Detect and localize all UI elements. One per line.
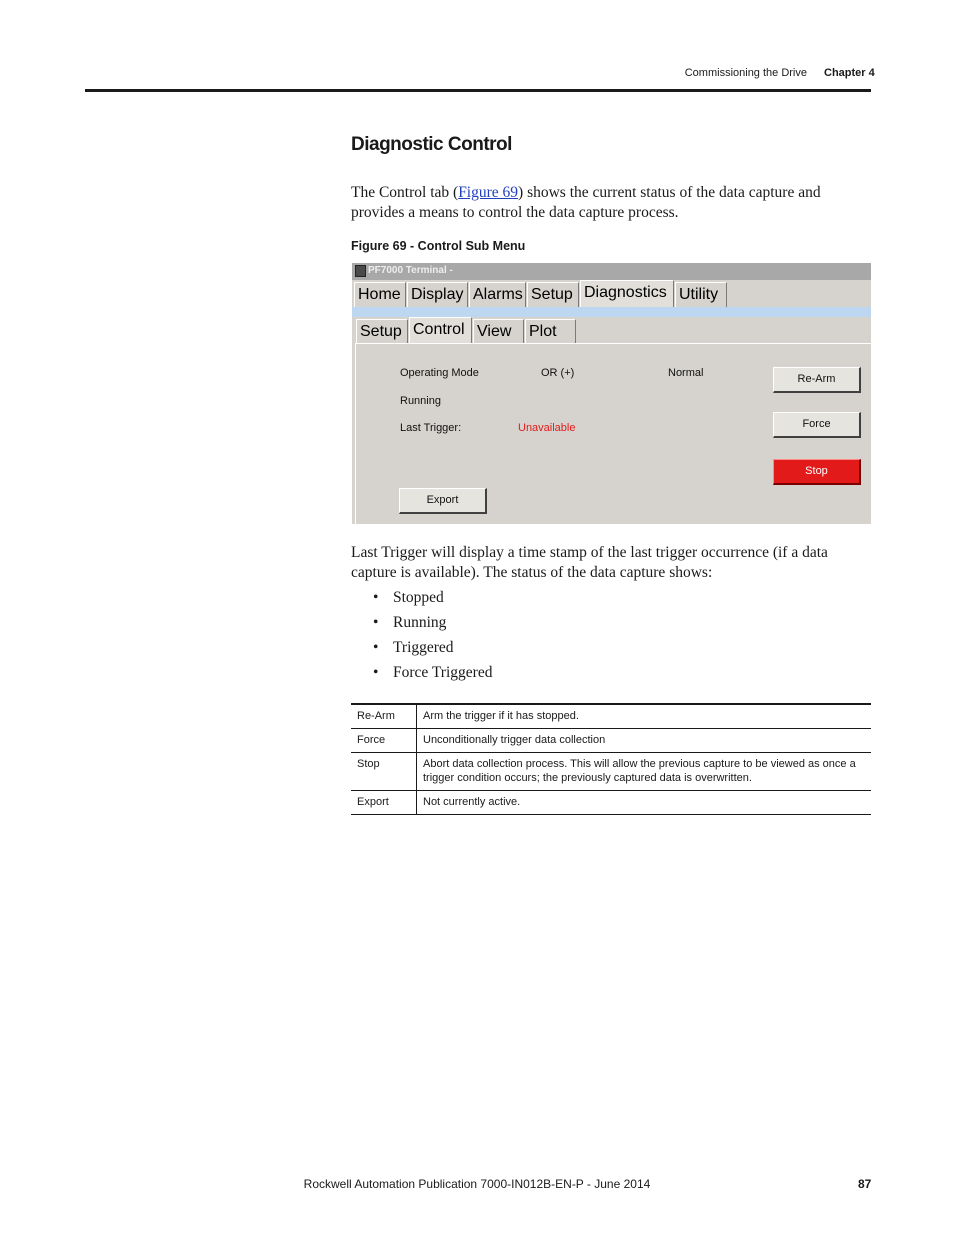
tab-home[interactable]: Home <box>354 282 406 307</box>
subtab-view[interactable]: View <box>473 319 524 344</box>
capture-status: Running <box>400 395 441 407</box>
running-header-chapter: Chapter 4 <box>824 67 875 79</box>
force-button[interactable]: Force <box>773 412 861 438</box>
status-item: Running <box>393 614 447 631</box>
main-tab-bar <box>352 280 871 307</box>
control-sub-menu-screenshot <box>352 263 871 524</box>
table-row <box>351 704 871 729</box>
tab-utility[interactable]: Utility <box>675 282 727 307</box>
header-rule <box>85 89 871 92</box>
operating-mode-value: OR (+) <box>541 367 575 379</box>
figure-69-link[interactable]: Figure 69 <box>458 184 519 201</box>
status-item: Force Triggered <box>393 664 493 681</box>
operating-mode-label: Operating Mode <box>400 367 479 379</box>
figure-caption: Figure 69 - Control Sub Menu <box>351 239 526 253</box>
bullet-glyph: • <box>373 614 379 631</box>
list-item <box>373 588 444 608</box>
footer-publication: Rockwell Automation Publication 7000-IN012B-EN-P - June 2014 <box>303 1177 651 1191</box>
button-description-table <box>351 703 871 815</box>
last-trigger-paragraph: Last Trigger will display a time stamp of the last trigger occurrence (if a data capture is available). The status of the data capture shows: <box>351 544 828 581</box>
tab-alarms[interactable]: Alarms <box>469 282 526 307</box>
list-item <box>373 663 492 683</box>
window-title: PF7000 Terminal - <box>368 265 453 276</box>
rearm-button[interactable]: Re-Arm <box>773 367 861 393</box>
tab-diagnostics[interactable]: Diagnostics <box>580 280 674 307</box>
list-item <box>373 613 446 633</box>
table-desc: Unconditionally trigger data collection <box>417 729 872 753</box>
table-row <box>351 791 871 815</box>
list-item <box>373 638 454 658</box>
last-trigger-value: Unavailable <box>518 422 576 434</box>
intro-paragraph <box>351 183 871 223</box>
export-button[interactable]: Export <box>399 488 487 514</box>
operating-mode-state: Normal <box>668 367 704 379</box>
running-header-section: Commissioning the Drive <box>684 67 807 79</box>
window-titlebar <box>352 263 871 280</box>
status-item: Stopped <box>393 589 444 606</box>
stop-button[interactable]: Stop <box>773 459 861 485</box>
table-row <box>351 729 871 753</box>
tab-setup[interactable]: Setup <box>527 282 579 307</box>
highlight-strip <box>352 307 871 317</box>
page-number: 87 <box>858 1177 872 1191</box>
bullet-glyph: • <box>373 589 379 606</box>
table-key: Re-Arm <box>351 704 417 729</box>
table-desc: Arm the trigger if it has stopped. <box>417 704 872 729</box>
table-desc: Not currently active. <box>417 791 872 815</box>
tab-display[interactable]: Display <box>407 282 468 307</box>
table-desc: Abort data collection process. This will allow the previous capture to be viewed as once a trigger condition occurs; the previously captured data is overwritten. <box>417 753 872 791</box>
subtab-plot[interactable]: Plot <box>525 319 576 344</box>
section-title: Diagnostic Control <box>351 134 512 155</box>
sub-tab-bar <box>352 317 871 343</box>
table-key: Force <box>351 729 417 753</box>
table-key: Export <box>351 791 417 815</box>
control-panel <box>355 343 871 524</box>
app-icon <box>355 265 366 277</box>
bullet-glyph: • <box>373 639 379 656</box>
table-row <box>351 753 871 791</box>
bullet-glyph: • <box>373 664 379 681</box>
subtab-setup[interactable]: Setup <box>356 319 408 344</box>
intro-text-after: ) shows the current status of the data capture and provides a means to control the data capture process. <box>351 184 821 221</box>
table-key: Stop <box>351 753 417 791</box>
status-item: Triggered <box>393 639 454 656</box>
subtab-control[interactable]: Control <box>409 317 472 343</box>
last-trigger-label: Last Trigger: <box>400 422 462 434</box>
intro-text-before: The Control tab ( <box>351 184 459 201</box>
